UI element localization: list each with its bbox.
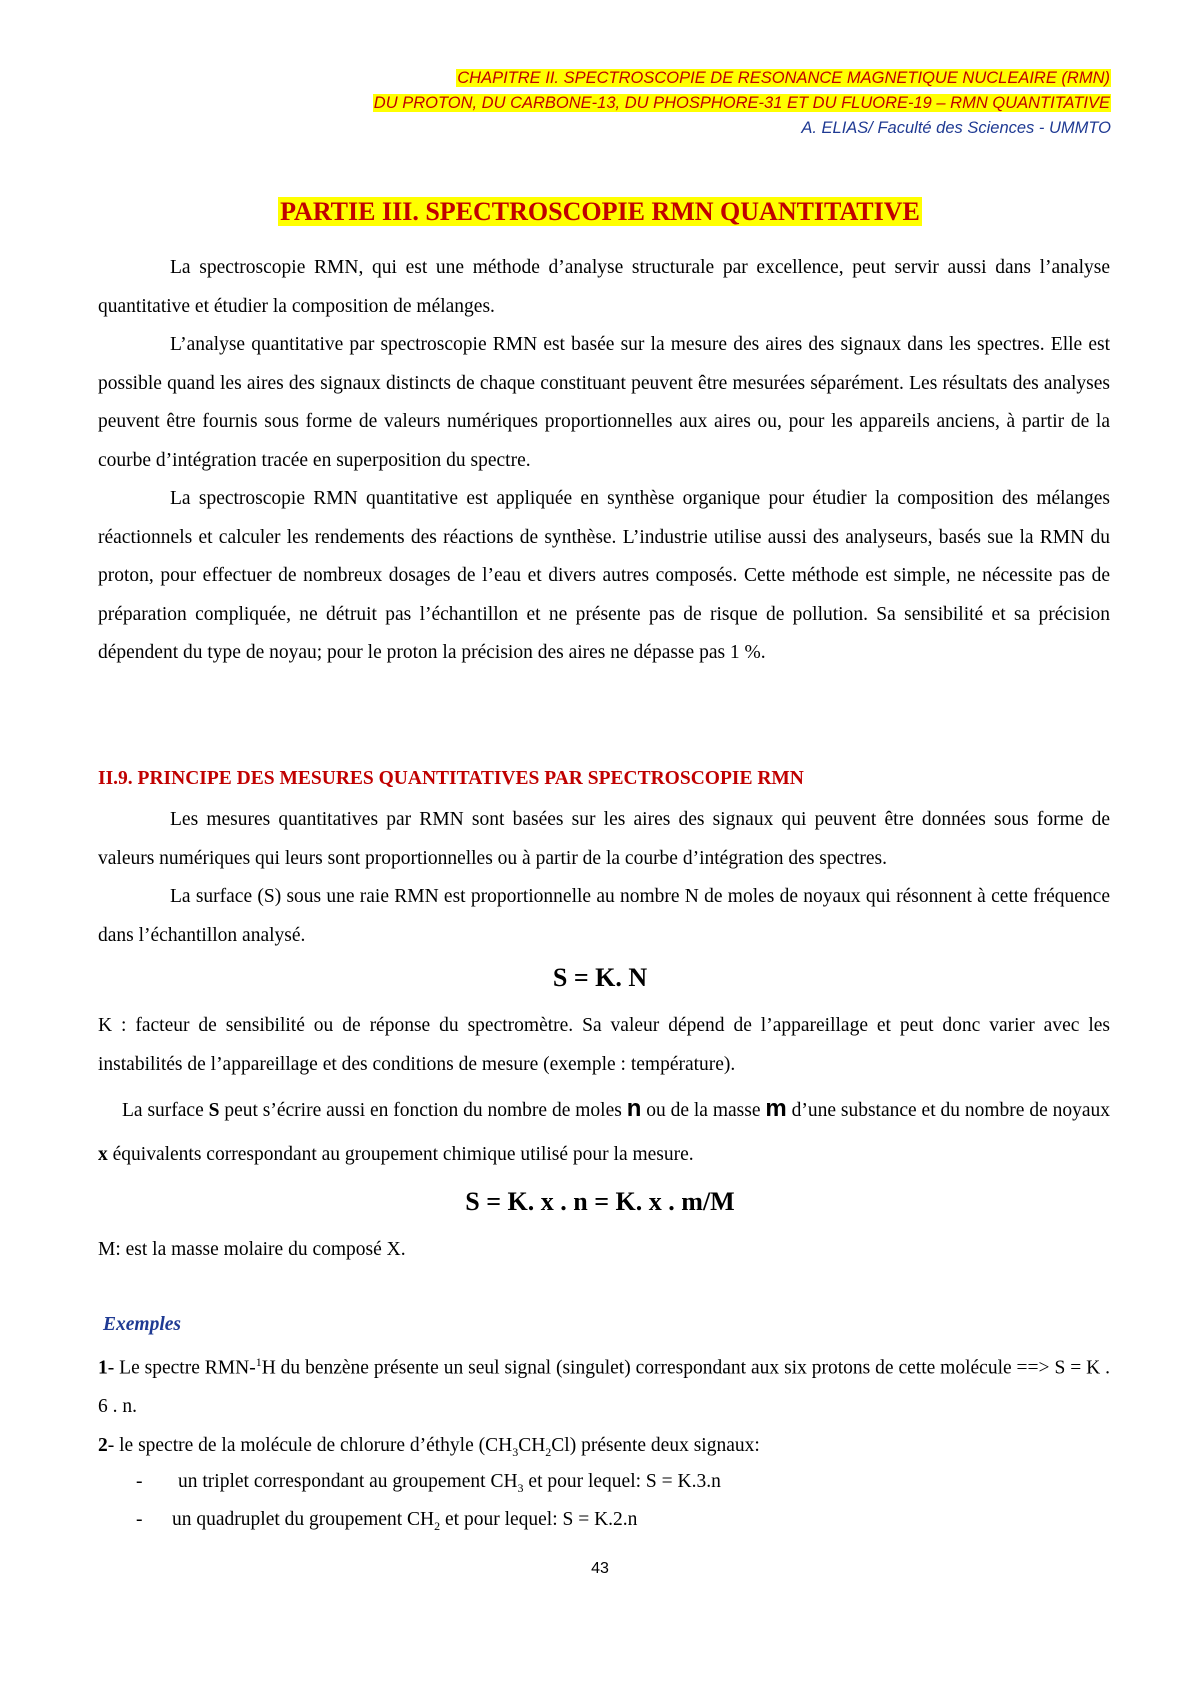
example-1: 1- Le spectre RMN-$^1$H du benzène présente un seul signal (singulet) correspondant aux six protons de cette molécule ==> S = K . 6 . n. — [98, 1355, 1110, 1417]
section-paragraph-1: Les mesures quantitatives par RMN sont basées sur les aires des signaux qui peuvent être données sous forme de valeurs numériques qui leurs sont proportionnelles ou à partir de la courbe d’intégration des spectres. — [98, 809, 1110, 869]
part-title: PARTIE III. SPECTROSCOPIE RMN QUANTITATIVE — [280, 197, 920, 226]
k-definition: K : facteur de sensibilité ou de réponse du spectromètre. Sa valeur dépend de l’appareillage et peut donc varier avec les instabilités de l’appareillage et des conditions de mesure (exemple : température). — [98, 1015, 1110, 1075]
surface-paragraph: La surface S peut s’écrire aussi en fonction du nombre de moles n ou de la masse m d’une substance et du nombre de noyaux x équivalents correspondant au groupement chimique utilisé pour la mesure. — [98, 1095, 1111, 1165]
examples-title: Exemples — [103, 1314, 181, 1335]
header-author: A. ELIAS/ Faculté des Sciences - UMMTO — [801, 119, 1111, 137]
molar-mass-definition-block — [98, 1231, 1110, 1270]
page-header — [373, 66, 1111, 141]
section-block-2 — [98, 1007, 1110, 1084]
examples-block — [98, 1343, 1110, 1471]
example-2: 2- le spectre de la molécule de chlorure d’éthyle $(CH_3CH_2Cl)$ présente deux signaux: — [98, 1434, 760, 1459]
section-paragraph-2: La surface (S) sous une raie RMN est proportionnelle au nombre N de moles de noyaux qui résonnent à cette fréquence dans l’échantillon analysé. — [98, 886, 1110, 946]
list-item: - un triplet correspondant au groupement $CH_3$ et pour lequel: S = K.3.n — [136, 1471, 721, 1495]
header-subtitle-line: DU PROTON, DU CARBONE-13, DU PHOSPHORE-31 ET DU FLUORE-19 – RMN QUANTITATIVE — [373, 94, 1110, 112]
intro-paragraph-3: La spectroscopie RMN quantitative est appliquée en synthèse organique pour étudier la composition des mélanges réactionnels et calculer les rendements des réactions de synthèse. L’industrie utilise aussi des analyseurs, basés sue la RMN du proton, pour effectuer de nombreux dosages de l’eau et divers autres composés. Cette méthode est simple, ne nécessite pas de préparation compliquée, ne détruit pas l’échantillon et ne présente pas de risque de pollution. Sa sensibilité et sa précision dépendent du type de noyau; pour le proton la précision des aires ne dépasse pas 1 %. — [98, 488, 1110, 663]
var-m: m — [765, 1095, 787, 1122]
page-number: 43 — [591, 1560, 609, 1577]
header-chapter-line: CHAPITRE II. SPECTROSCOPIE DE RESONANCE MAGNETIQUE NUCLEAIRE (RMN) — [457, 69, 1110, 87]
intro-block — [98, 249, 1110, 673]
intro-paragraph-2: L’analyse quantitative par spectroscopie RMN est basée sur la mesure des aires des signaux dans les spectres. Elle est possible quand les aires des signaux distincts de chaque constituant peuvent être mesurées séparément. Les résultats des analyses peuvent être fournis sous forme de valeurs numériques proportionnelles aux aires ou, pour les appareils anciens, à partir de la courbe d’intégration tracée en superposition du spectre. — [98, 334, 1110, 471]
section-block-1 — [98, 801, 1110, 955]
molar-mass-definition: M: est la masse molaire du composé X. — [98, 1239, 406, 1260]
list-item: - un quadruplet du groupement $CH_2$ et pour lequel: S = K.2.n — [136, 1509, 638, 1533]
section-title: II.9. PRINCIPE DES MESURES QUANTITATIVES PAR SPECTROSCOPIE RMN — [98, 768, 804, 789]
var-n: n — [626, 1095, 642, 1122]
var-s: S — [208, 1100, 220, 1121]
intro-paragraph-1: La spectroscopie RMN, qui est une méthode d’analyse structurale par excellence, peut servir aussi dans l’analyse quantitative et étudier la composition de mélanges. — [98, 257, 1110, 317]
formula-s-equals-kn: S = K. N — [552, 963, 648, 992]
formula-s-equals-kxn: S = K. x . n = K. x . m/M — [465, 1187, 735, 1216]
var-x: x — [98, 1144, 108, 1165]
